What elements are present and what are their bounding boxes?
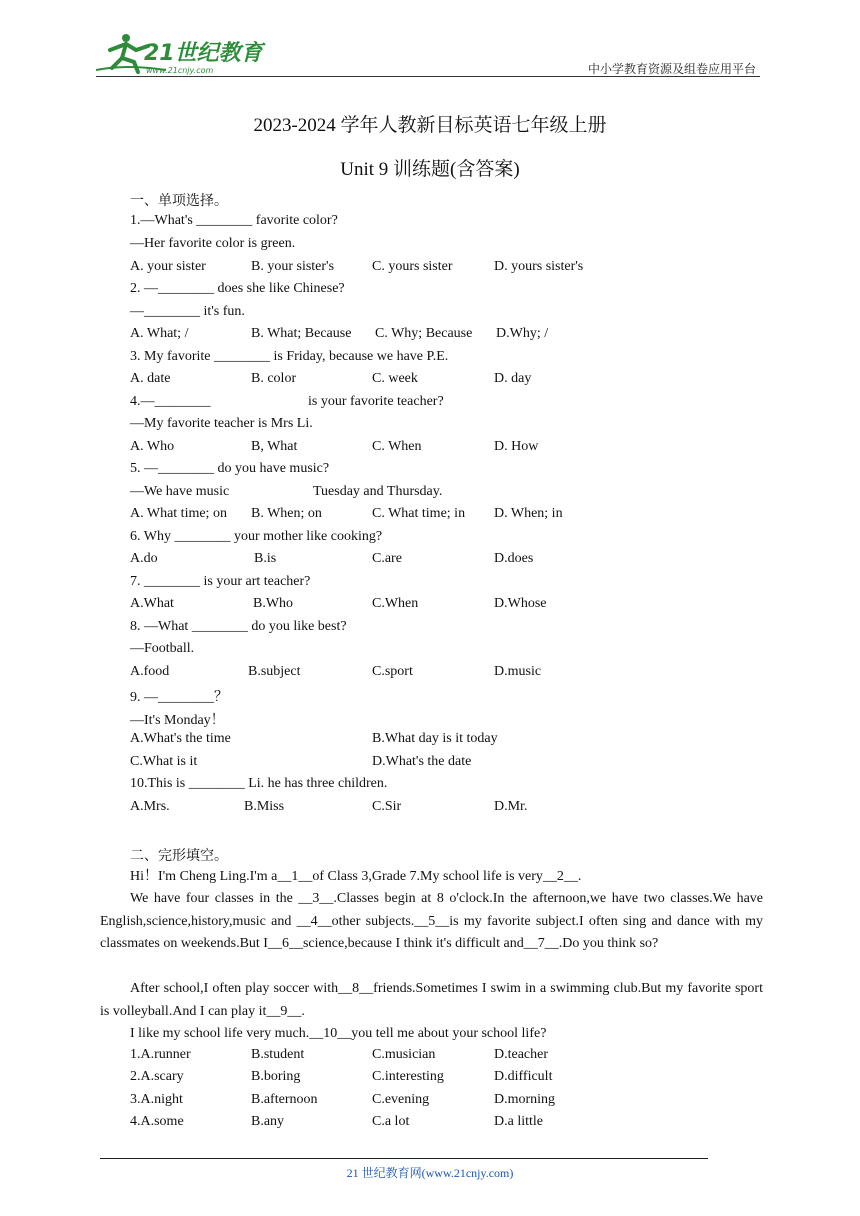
q1-option-c: C. yours sister [372, 259, 453, 274]
q9-stem: 9. —________？ [130, 690, 228, 705]
cloze3-option-a: 3.A.night [130, 1092, 183, 1107]
q5-reply: —We have music [130, 484, 230, 499]
q9-option-b: B.What day is it today [372, 731, 498, 746]
q8-option-d: D.music [494, 664, 542, 679]
q8-reply: —Football. [130, 641, 195, 656]
footer-link[interactable]: 21 世纪教育网(www.21cnjy.com) [346, 1166, 514, 1180]
q10-option-c: C.Sir [372, 799, 402, 814]
q9-option-d: D.What's the date [372, 754, 472, 769]
cloze4-option-c: C.a lot [372, 1114, 410, 1129]
q6-option-c: C.are [372, 551, 402, 566]
page-title: 2023-2024 学年人教新目标英语七年级上册 [253, 115, 607, 136]
q6-option-d: D.does [494, 551, 534, 566]
q3-option-a: A. date [130, 371, 171, 386]
q10-stem: 10.This is ________ Li. he has three children. [130, 776, 388, 791]
q2-option-d: D.Why; / [496, 326, 549, 341]
cloze4-option-d: D.a little [494, 1114, 543, 1129]
page-header [96, 30, 756, 78]
cloze4-option-b: B.any [251, 1114, 285, 1129]
footer-divider [100, 1158, 708, 1159]
q6-option-a: A.do [130, 551, 158, 566]
q5-option-d: D. When; in [494, 506, 563, 521]
q4-option-b: B, What [251, 439, 298, 454]
q4-stem-end: is your favorite teacher? [308, 394, 444, 409]
q10-option-a: A.Mrs. [130, 799, 170, 814]
q8-stem: 8. —What ________ do you like best? [130, 619, 347, 634]
q6-stem: 6. Why ________ your mother like cooking? [130, 529, 383, 544]
q1-reply: —Her favorite color is green. [130, 236, 296, 251]
q9-option-a: A.What's the time [130, 731, 231, 746]
header-platform-text: 中小学教育资源及组卷应用平台 [587, 62, 756, 76]
q10-option-d: D.Mr. [494, 799, 528, 814]
q10-option-b: B.Miss [244, 799, 285, 814]
cloze1-option-a: 1.A.runner [130, 1047, 191, 1062]
q7-option-c: C.When [372, 596, 419, 611]
cloze3-option-b: B.afternoon [251, 1092, 318, 1107]
q3-option-c: C. week [372, 371, 418, 386]
q1-option-a: A. your sister [130, 259, 206, 274]
q6-option-b: B.is [254, 551, 277, 566]
q1-stem: 1.—What's ________ favorite color? [130, 213, 338, 228]
q8-option-c: C.sport [372, 664, 413, 679]
q3-option-b: B. color [251, 371, 297, 386]
svg-text:www.21cnjy.com: www.21cnjy.com [146, 66, 214, 75]
q4-option-a: A. Who [130, 439, 175, 454]
q7-option-d: D.Whose [494, 596, 547, 611]
q2-option-a: A. What; / [130, 326, 189, 341]
q4-reply: —My favorite teacher is Mrs Li. [130, 416, 313, 431]
q8-option-b: B.subject [248, 664, 301, 679]
q7-stem: 7. ________ is your art teacher? [130, 574, 311, 589]
cloze4-option-a: 4.A.some [130, 1114, 184, 1129]
q5-reply-end: Tuesday and Thursday. [313, 484, 443, 499]
q5-option-c: C. What time; in [372, 506, 466, 521]
cloze-paragraph-3: After school,I often play soccer with__8__friends.Sometimes I swim in a swimming club.But my favorite sport is volleyball.And I can play it__9__. [100, 981, 763, 1019]
q4-stem: 4.—________ [130, 394, 211, 409]
q2-option-c: C. Why; Because [375, 326, 473, 341]
cloze2-option-d: D.difficult [494, 1069, 553, 1084]
cloze1-option-c: C.musician [372, 1047, 436, 1062]
q7-option-b: B.Who [253, 596, 294, 611]
q5-option-b: B. When; on [251, 506, 322, 521]
cloze1-option-d: D.teacher [494, 1047, 549, 1062]
page-subtitle: Unit 9 训练题(含答案) [340, 159, 520, 180]
cloze2-option-a: 2.A.scary [130, 1069, 184, 1084]
q2-reply: —________ it's fun. [130, 304, 245, 319]
cloze-paragraph-2: We have four classes in the __3__.Classes begin at 8 o'clock.In the afternoon,we have two classes.We have English,science,history,music and __4__other subjects.__5__is my favorite subject.I often sing and dance with my classmates on weekends.But I__6__science,because I think it's difficult and__7__.Do you think so? [100, 891, 763, 951]
q5-stem: 5. —________ do you have music? [130, 461, 330, 476]
q2-option-b: B. What; Because [251, 326, 352, 341]
svg-text:21世纪教育: 21世纪教育 [144, 41, 263, 66]
q9-reply: —It's Monday！ [130, 713, 225, 728]
q2-stem: 2. —________ does she like Chinese? [130, 281, 345, 296]
section2-heading: 二、完形填空。 [130, 848, 228, 864]
cloze1-option-b: B.student [251, 1047, 305, 1062]
q8-option-a: A.food [130, 664, 170, 679]
q4-option-d: D. How [494, 439, 539, 454]
cloze3-option-d: D.morning [494, 1092, 556, 1107]
q1-option-d: D. yours sister's [494, 259, 584, 274]
q3-option-d: D. day [494, 371, 532, 386]
header-divider [96, 76, 760, 77]
cloze2-option-c: C.interesting [372, 1069, 444, 1084]
cloze2-option-b: B.boring [251, 1069, 301, 1084]
section1-heading: 一、单项选择。 [130, 193, 228, 209]
q7-option-a: A.What [130, 596, 174, 611]
q9-option-c: C.What is it [130, 754, 198, 769]
q1-option-b: B. your sister's [251, 259, 335, 274]
logo [96, 30, 266, 76]
cloze-paragraph-4: I like my school life very much.__10__you tell me about your school life? [130, 1026, 547, 1041]
cloze-paragraph-1: Hi！I'm Cheng Ling.I'm a__1__of Class 3,Grade 7.My school life is very__2__. [130, 869, 582, 884]
cloze3-option-c: C.evening [372, 1092, 430, 1107]
q5-option-a: A. What time; on [130, 506, 227, 521]
q4-option-c: C. When [372, 439, 422, 454]
q3-stem: 3. My favorite ________ is Friday, because we have P.E. [130, 349, 449, 364]
